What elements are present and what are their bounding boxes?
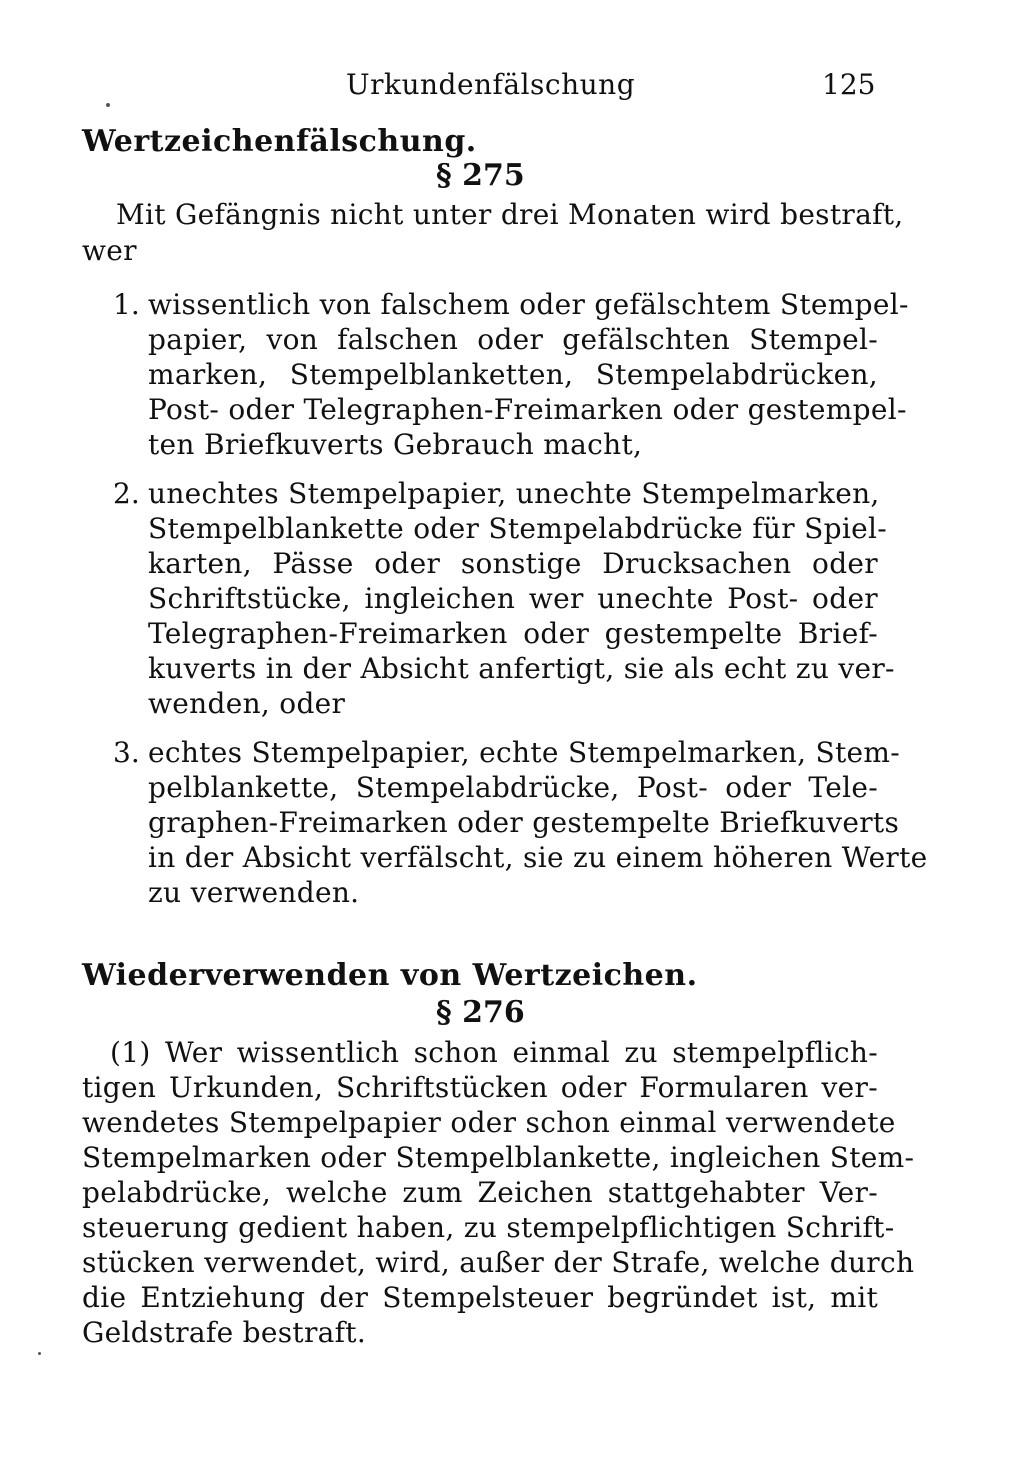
list-item-line: wissentlich von falschem oder gefälschtem Stempel-	[148, 288, 909, 321]
intro-line: Mit Gefängnis nicht unter drei Monaten wird bestraft,	[116, 198, 904, 231]
list-item-line: in der Absicht verfälscht, sie zu einem höheren Werte	[148, 841, 928, 874]
paragraph-line: pelabdrücke, welche zum Zeichen stattgehabter Ver-	[82, 1176, 878, 1209]
list-item-line: marken, Stempelblanketten, Stempelabdrücken,	[148, 358, 878, 391]
list-item-line: karten, Pässe oder sonstige Drucksachen oder	[148, 547, 878, 580]
speck-mark	[38, 1352, 41, 1355]
intro-line: wer	[82, 234, 137, 267]
paragraph-line: steuerung gedient haben, zu stempelpflichtigen Schrift-	[82, 1211, 895, 1244]
list-item-line: unechtes Stempelpapier, unechte Stempelmarken,	[148, 477, 880, 510]
list-item-line: graphen-Freimarken oder gestempelte Briefkuverts	[148, 806, 900, 839]
list-item-line: Telegraphen-Freimarken oder gestempelte Brief-	[148, 617, 878, 650]
paragraph-line: die Entziehung der Stempelsteuer begründet ist, mit	[82, 1281, 878, 1314]
paragraph-line: Geldstrafe bestraft.	[82, 1316, 367, 1349]
list-item-line: ten Briefkuverts Gebrauch macht,	[148, 428, 643, 461]
page-number: 125	[822, 68, 876, 101]
list-item-number: 1.	[113, 288, 140, 321]
paragraph-number-275: § 275	[436, 158, 525, 193]
list-item-line: echtes Stempelpapier, echte Stempelmarken, Stem-	[148, 736, 900, 769]
list-item-line: zu verwenden.	[148, 876, 360, 909]
list-item-line: wenden, oder	[148, 687, 346, 720]
paragraph-line: Stempelmarken oder Stempelblankette, ingleichen Stem-	[82, 1141, 915, 1174]
list-item-line: Stempelblankette oder Stempelabdrücke für Spiel-	[148, 512, 887, 545]
list-item-line: kuverts in der Absicht anfertigt, sie als echt zu ver-	[148, 652, 895, 685]
list-item-number: 2.	[113, 477, 140, 510]
paragraph-line: wendetes Stempelpapier oder schon einmal verwendete	[82, 1106, 896, 1139]
paragraph-number-276: § 276	[436, 995, 525, 1030]
paragraph-line: (1) Wer wissentlich schon einmal zu stempelpflich-	[110, 1036, 878, 1069]
list-item-line: pelblankette, Stempelabdrücke, Post- oder Tele-	[148, 771, 878, 804]
section-heading-wiederverwenden: Wiederverwenden von Wertzeichen.	[82, 958, 698, 993]
running-title: Urkundenfälschung	[346, 68, 636, 101]
list-item-line: Post- oder Telegraphen-Freimarken oder gestempel-	[148, 393, 907, 426]
speck-mark	[106, 103, 110, 107]
list-item-line: Schriftstücke, ingleichen wer unechte Post- oder	[148, 582, 878, 615]
paragraph-line: tigen Urkunden, Schriftstücken oder Formularen ver-	[82, 1071, 878, 1104]
list-item-number: 3.	[113, 736, 140, 769]
paragraph-line: stücken verwendet, wird, außer der Strafe, welche durch	[82, 1246, 915, 1279]
section-heading-wertzeichenfaelschung: Wertzeichenfälschung.	[82, 124, 477, 159]
list-item-line: papier, von falschen oder gefälschten Stempel-	[148, 323, 878, 356]
